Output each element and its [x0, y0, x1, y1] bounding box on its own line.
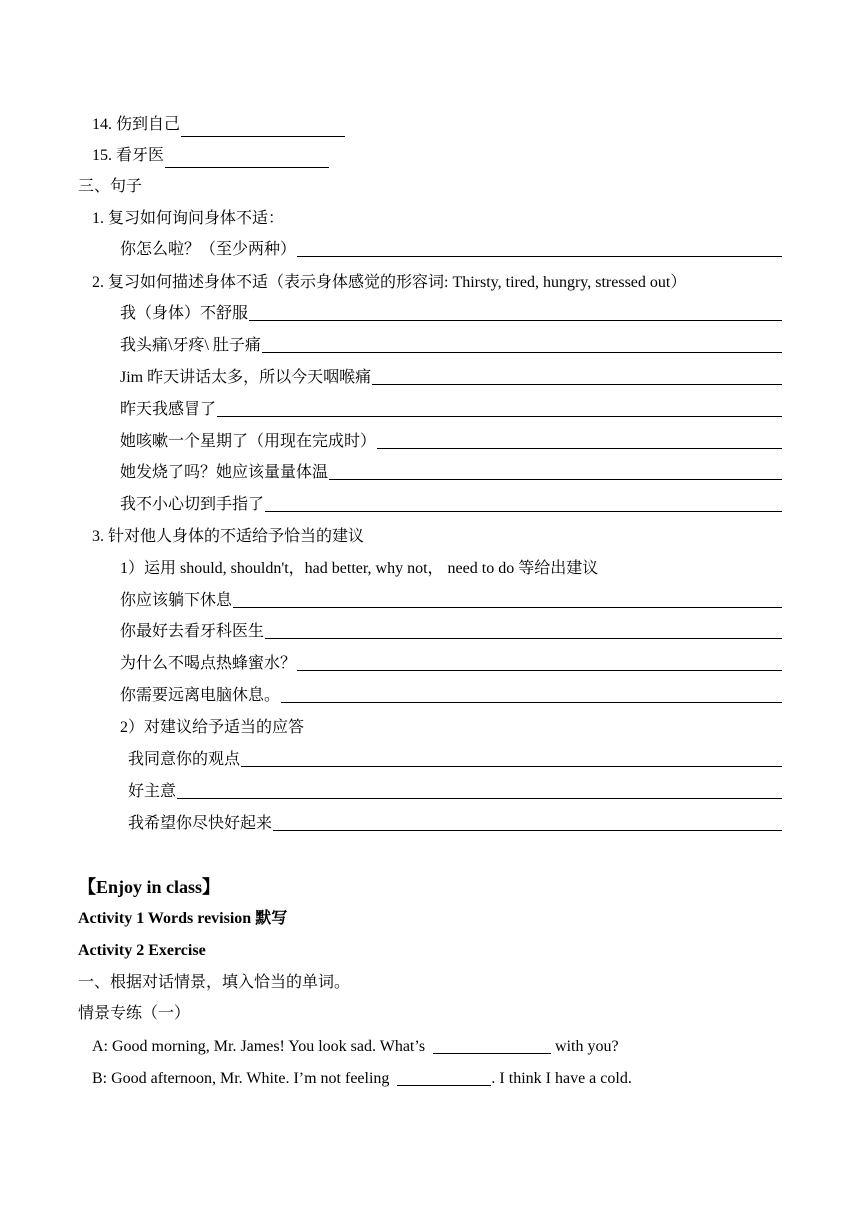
vocab-item-15-text: 15. 看牙医	[92, 147, 165, 164]
instruction	[78, 973, 860, 993]
answer-line	[120, 336, 782, 356]
answer-blank[interactable]	[397, 1085, 491, 1086]
scenario-title-text: 情景专练（一）	[78, 1005, 191, 1022]
activity-1	[78, 909, 860, 929]
answer-blank[interactable]	[165, 167, 329, 168]
dialogue-line-b	[92, 1069, 860, 1089]
answer-blank[interactable]	[217, 416, 782, 417]
answer-blank[interactable]	[265, 638, 782, 639]
prompt-text: 昨天我感冒了	[120, 401, 217, 418]
dialogue-a-tail: with you?	[555, 1038, 619, 1055]
answer-line	[120, 432, 782, 452]
vocab-item-15	[92, 146, 329, 166]
prompt-text: 你最好去看牙科医生	[120, 623, 265, 640]
prompt-text: 她发烧了吗？她应该量量体温	[120, 464, 329, 481]
part-2-heading-text: 2. 复习如何描述身体不适（表示身体感觉的形容词: Thirsty, tired, hungry, stressed out）	[92, 274, 687, 291]
vocab-item-14-text: 14. 伤到自己	[92, 116, 181, 133]
dialogue-b-tail: . I think I have a cold.	[491, 1070, 632, 1087]
answer-blank[interactable]	[177, 798, 782, 799]
dialogue-line-a	[92, 1037, 860, 1057]
answer-blank[interactable]	[265, 511, 782, 512]
answer-line	[120, 368, 782, 388]
answer-line	[120, 622, 782, 642]
enjoy-title-text: 【Enjoy in class】	[78, 877, 221, 897]
answer-blank[interactable]	[249, 320, 782, 321]
answer-blank[interactable]	[241, 766, 782, 767]
answer-blank[interactable]	[297, 670, 782, 671]
part-1-heading	[92, 209, 860, 229]
sub-2-heading-text: 2）对建议给予适当的应答	[120, 719, 305, 736]
answer-blank[interactable]	[433, 1053, 551, 1054]
sub-1-heading	[120, 559, 860, 579]
answer-blank[interactable]	[297, 256, 782, 257]
part-1-heading-text: 1. 复习如何询问身体不适：	[92, 210, 285, 227]
dialogue-b-text: B: Good afternoon, Mr. White. I’m not feeling	[92, 1070, 390, 1087]
answer-blank[interactable]	[281, 702, 782, 703]
answer-line	[128, 814, 782, 834]
prompt-text: 你需要远离电脑休息。	[120, 687, 281, 704]
dialogue-a-text: A: Good morning, Mr. James! You look sad. What’s	[92, 1038, 426, 1055]
answer-line	[120, 495, 782, 515]
activity-1-text: Activity 1 Words revision 默写	[78, 910, 288, 927]
prompt-text: 好主意	[128, 783, 177, 800]
prompt-text: 我不小心切到手指了	[120, 496, 265, 513]
answer-blank[interactable]	[372, 384, 782, 385]
section-3-title-text: 三、句子	[78, 178, 143, 195]
answer-line	[120, 400, 782, 420]
prompt-text: 她咳嗽一个星期了（用现在完成时）	[120, 433, 377, 450]
answer-blank[interactable]	[233, 607, 782, 608]
scenario-title	[78, 1004, 860, 1024]
activity-2-text: Activity 2 Exercise	[78, 942, 206, 959]
answer-blank[interactable]	[181, 136, 345, 137]
vocab-item-14	[92, 115, 345, 135]
sub-2-heading	[120, 718, 860, 738]
section-3-title	[78, 177, 860, 197]
prompt-text: 我希望你尽快好起来	[128, 815, 273, 832]
prompt-text: 你怎么啦？（至少两种）	[120, 241, 297, 258]
answer-blank[interactable]	[329, 479, 782, 480]
part-3-heading	[92, 527, 860, 547]
answer-line	[120, 240, 782, 260]
prompt-text: Jim 昨天讲话太多，所以今天咽喉痛	[120, 369, 372, 386]
answer-line	[128, 782, 782, 802]
prompt-text: 我头痛\牙疼\ 肚子痛	[120, 337, 261, 354]
answer-blank[interactable]	[377, 448, 782, 449]
part-2-heading	[92, 273, 860, 293]
enjoy-title	[78, 877, 860, 897]
activity-2	[78, 941, 860, 961]
answer-line	[120, 686, 782, 706]
answer-line	[120, 654, 782, 674]
answer-line	[120, 591, 782, 611]
prompt-text: 为什么不喝点热蜂蜜水？	[120, 655, 297, 672]
prompt-text: 你应该躺下休息	[120, 592, 233, 609]
answer-line	[120, 304, 782, 324]
part-3-heading-text: 3. 针对他人身体的不适给予恰当的建议	[92, 528, 365, 545]
prompt-text: 我同意你的观点	[128, 751, 241, 768]
answer-line	[128, 750, 782, 770]
instruction-text: 一、根据对话情景，填入恰当的单词。	[78, 974, 351, 991]
answer-blank[interactable]	[273, 830, 782, 831]
answer-blank[interactable]	[262, 352, 782, 353]
prompt-text: 我（身体）不舒服	[120, 305, 249, 322]
sub-1-heading-text: 1）运用 should, shouldn't，had better, why not， need to do 等给出建议	[120, 560, 599, 577]
answer-line	[120, 463, 782, 483]
